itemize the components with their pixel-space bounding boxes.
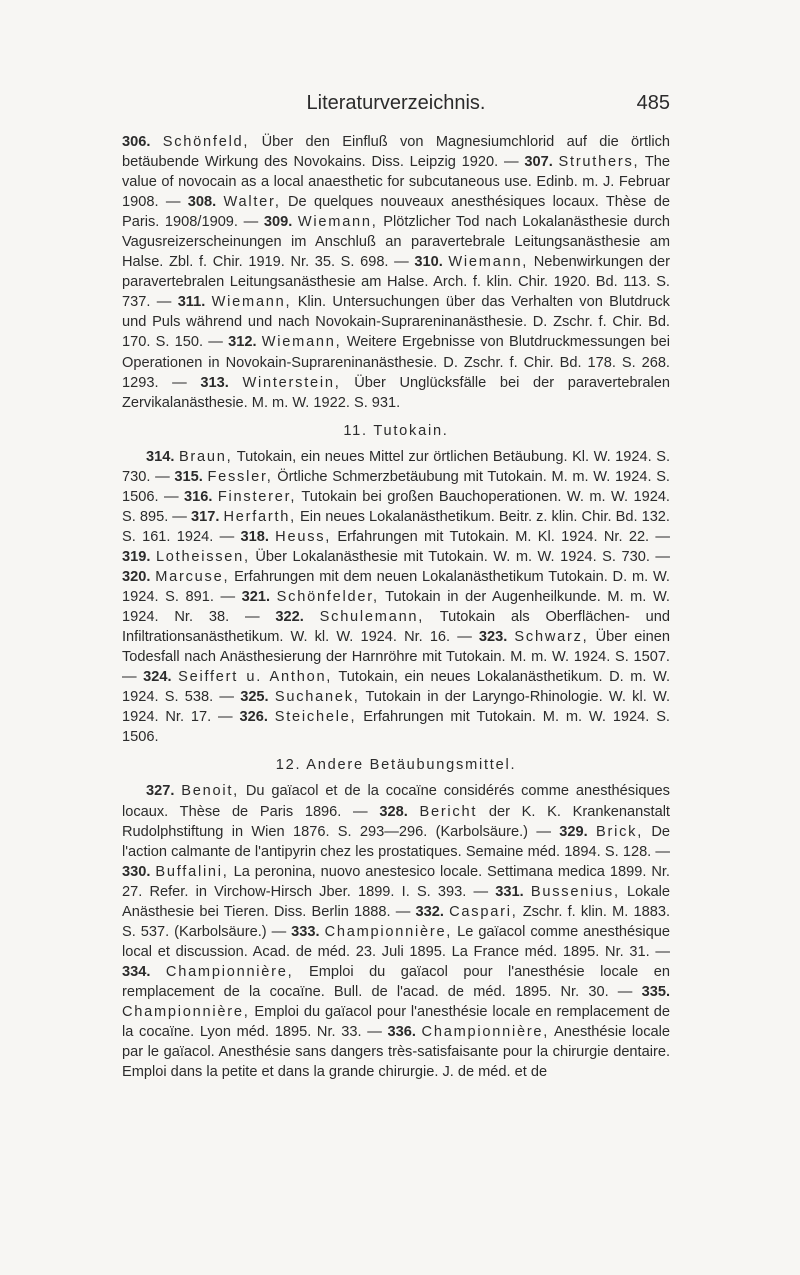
entry-number: 307. xyxy=(524,154,553,171)
bibliography-block-tutokain xyxy=(122,447,670,748)
entry-number: 336. xyxy=(387,1024,416,1041)
entry-number: 335. xyxy=(641,983,670,1000)
entry-number: 323. xyxy=(478,629,508,646)
running-header xyxy=(122,92,670,122)
entry-text: Tutokain, ein neues Lokalanästhetikum. D. m. W. 1924. S. 538. — xyxy=(122,669,670,706)
entry-text: Emploi du gaïacol pour l'anesthésie locale en remplacement de la cocaïne. Lyon méd. 1895. Nr. 33. — xyxy=(122,1003,670,1041)
entry-number: 324. xyxy=(143,669,172,686)
entry-number: 328. xyxy=(379,803,408,820)
page-number: 485 xyxy=(636,92,670,114)
entry-text: Erfahrungen mit Tutokain. M. m. W. 1924. S. 1506. xyxy=(122,709,670,746)
entry-number: 319. xyxy=(122,548,151,565)
entry-text: The value of novocain as a local anaesthetic for subcutaneous use. Edinb. m. J. Februar 1908. — xyxy=(122,154,670,211)
entry-text: Tutokain als Oberflächen- und Infiltrationsanästhetikum. W. kl. W. 1924. Nr. 16. — xyxy=(122,609,671,646)
section-heading-tutokain: 11. Tutokain. xyxy=(343,422,449,439)
running-title: Literaturverzeichnis. xyxy=(306,92,486,114)
entry-author: Schönfelder, xyxy=(276,589,379,606)
entry-author: Braun, xyxy=(178,448,233,465)
entry-text: der K. K. Krankenanstalt Rudolphstiftung in Wien 1876. S. 293—296. (Karbolsäure.) — xyxy=(122,803,670,840)
entry-text: Erfahrungen mit Tutokain. M. Kl. 1924. Nr. 22. — xyxy=(337,528,670,545)
bibliography-block-andere xyxy=(122,781,670,1082)
entry-number: 332. xyxy=(415,903,444,920)
entry-number: 333. xyxy=(291,923,320,940)
entry-text: Du gaïacol et de la cocaïne considérés comme anesthésiques locaux. Thèse de Paris 1896. — xyxy=(122,783,670,820)
entry-author: Seiffert u. Anthon, xyxy=(178,669,333,686)
entry-number: 334. xyxy=(122,963,151,980)
entry-text: Nebenwirkungen der paravertebralen Leitungsanästhesie am Halse. Arch. f. klin. Chir. 1920. Bd. 113. S. 737. — xyxy=(122,254,671,311)
entry-author: Suchanek, xyxy=(274,689,360,706)
entry-number: 318. xyxy=(240,528,269,545)
entry-author: Fessler, xyxy=(207,468,273,485)
entry-number: 317. xyxy=(190,508,220,525)
entry-text: Örtliche Schmerzbetäubung mit Tutokain. M. m. W. 1924. S. 1506. — xyxy=(122,468,670,505)
entry-author: Schönfeld, xyxy=(162,134,250,150)
entry-number: 308. xyxy=(187,194,217,211)
entry-number: 313. xyxy=(200,374,229,391)
entry-author: Championnière, xyxy=(324,923,453,940)
entry-text: Weitere Ergebnisse von Blutdruckmessungen bei Operationen in Novokain-Suprareninanästhesie. D. Zschr. f. Chir. Bd. 178. S. 268. 1293. — xyxy=(122,334,670,391)
entry-author: Finsterer, xyxy=(217,488,297,505)
entry-text: Über Unglücksfälle bei der paravertebralen Zervikalanästhesie. M. m. W. 1922. S. 931. xyxy=(122,374,671,411)
entry-number: 316. xyxy=(184,488,213,505)
entry-text: Tutokain, ein neues Mittel zur örtlichen Betäubung. Kl. W. 1924. S. 730. — xyxy=(122,448,670,485)
entry-text: De quelques nouveaux anesthésiques locaux. Thèse de Paris. 1908/1909. — xyxy=(122,194,670,231)
entry-number: 327. xyxy=(146,783,175,800)
entry-number: 312. xyxy=(228,334,257,351)
entry-text: Plötzlicher Tod nach Lokalanästhesie durch Vagusreizerscheinungen im Anschluß an paravertebrale Leitungsanästhesie am Halse. Zbl. f. Chir. 1919. Nr. 35. S. 698. — xyxy=(122,214,670,271)
entry-author: Steichele, xyxy=(274,709,357,726)
entry-number: 315. xyxy=(174,468,203,485)
entry-author: Wiemann, xyxy=(261,334,342,351)
entry-author: Bericht xyxy=(419,803,478,820)
entry-author: Benoit, xyxy=(181,783,239,800)
entry-text: De l'action calmante de l'antipyrin chez les prostatiques. Semaine méd. 1894. S. 128. — xyxy=(122,823,671,860)
entry-number: 314. xyxy=(146,448,175,465)
entry-author: Wiemann, xyxy=(211,294,292,311)
entry-author: Lotheissen, xyxy=(155,548,250,565)
section-heading-andere: 12. Andere Betäubungsmittel. xyxy=(275,757,517,774)
entry-author: Wiemann, xyxy=(297,214,378,231)
entry-author: Marcuse, xyxy=(155,568,230,585)
entry-author: Struthers, xyxy=(558,154,640,171)
entry-text: Zschr. f. klin. M. 1883. S. 537. (Karbolsäure.) — xyxy=(122,903,671,940)
entry-author: Walter, xyxy=(223,194,281,211)
entry-number: 311. xyxy=(177,294,206,311)
entry-author: Heuss, xyxy=(275,528,332,545)
entry-number: 325. xyxy=(240,689,269,706)
entry-number: 322. xyxy=(275,609,304,626)
entry-text: Tutokain bei großen Bauchoperationen. W. m. W. 1924. S. 895. — xyxy=(122,488,670,525)
entry-author: Schwarz, xyxy=(514,629,589,646)
page-body xyxy=(122,132,670,1082)
entry-text: Über einen Todesfall nach Anästhesierung der Harnröhre mit Tutokain. M. m. W. 1924. S. 1507. — xyxy=(122,629,670,686)
entry-number: 331. xyxy=(495,883,524,900)
entry-text: Lokale Anästhesie bei Tieren. Diss. Berlin 1888. — xyxy=(122,883,670,920)
entry-text: Erfahrungen mit dem neuen Lokalanästhetikum Tutokain. D. m. W. 1924. S. 891. — xyxy=(122,568,670,606)
entry-text: Über Lokalanästhesie mit Tutokain. W. m. W. 1924. S. 730. — xyxy=(255,548,670,565)
entry-text: Le gaïacol comme anesthésique local et discussion. Acad. de méd. 23. Juli 1895. La France méd. 1895. Nr. 31. — xyxy=(122,923,670,960)
entry-author: Buffalini, xyxy=(155,863,229,880)
entry-author: Championnière, xyxy=(165,963,294,980)
entry-text: Tutokain in der Laryngo-Rhinologie. W. kl. W. 1924. Nr. 17. — xyxy=(122,689,671,726)
entry-text: Ein neues Lokalanästhetikum. Beitr. z. klin. Chir. Bd. 132. S. 161. 1924. — xyxy=(122,508,670,545)
entry-author: Bussenius, xyxy=(530,883,620,900)
entry-text: Tutokain in der Augenheilkunde. M. m. W. 1924. Nr. 38. — xyxy=(122,589,670,626)
entry-author: Herfarth, xyxy=(223,508,296,525)
entry-text: Klin. Untersuchungen über das Verhalten von Blutdruck und Puls während und nach Novokain-Suprareninanästhesie. D. Zschr. f. Chir. Bd. 170. S. 150. — xyxy=(122,294,670,351)
entry-text: Über den Einfluß von Magnesiumchlorid auf die örtlich betäubende Wirkung des Novokains. Diss. Leipzig 1920. — xyxy=(122,134,670,171)
entry-author: Brick, xyxy=(596,823,644,840)
entry-number: 321. xyxy=(241,589,271,606)
entry-number: 306. xyxy=(122,134,151,150)
entry-number: 330. xyxy=(122,863,151,880)
entry-author: Championnière, xyxy=(122,1003,250,1020)
bibliography-block-a xyxy=(122,132,670,413)
entry-author: Schulemann, xyxy=(319,609,425,626)
entry-number: 329. xyxy=(559,823,588,840)
entry-author: Winterstein, xyxy=(242,374,341,391)
entry-number: 326. xyxy=(239,709,268,726)
entry-author: Wiemann, xyxy=(448,254,529,271)
entry-author: Championnière, xyxy=(421,1024,550,1041)
entry-author: Caspari, xyxy=(449,903,518,920)
entry-number: 309. xyxy=(263,214,293,231)
entry-text: La peronina, nuovo anestesico locale. Settimana medica 1899. Nr. 27. Refer. in Virchow-Hirsch Jber. 1899. I. S. 393. — xyxy=(122,863,670,900)
entry-number: 310. xyxy=(414,254,443,271)
entry-number: 320. xyxy=(122,568,151,585)
entry-text: Emploi du gaïacol pour l'anesthésie locale en remplacement de la cocaïne. Bull. de l'acad. de méd. 1895. Nr. 30. — xyxy=(122,963,670,1000)
entry-text: Anesthésie locale par le gaïacol. Anesthésie sans dangers très-satisfaisante pour la chirurgie dentaire. Emploi dans la petite et dans la grande chirurgie. J. de méd. et de xyxy=(122,1024,670,1081)
